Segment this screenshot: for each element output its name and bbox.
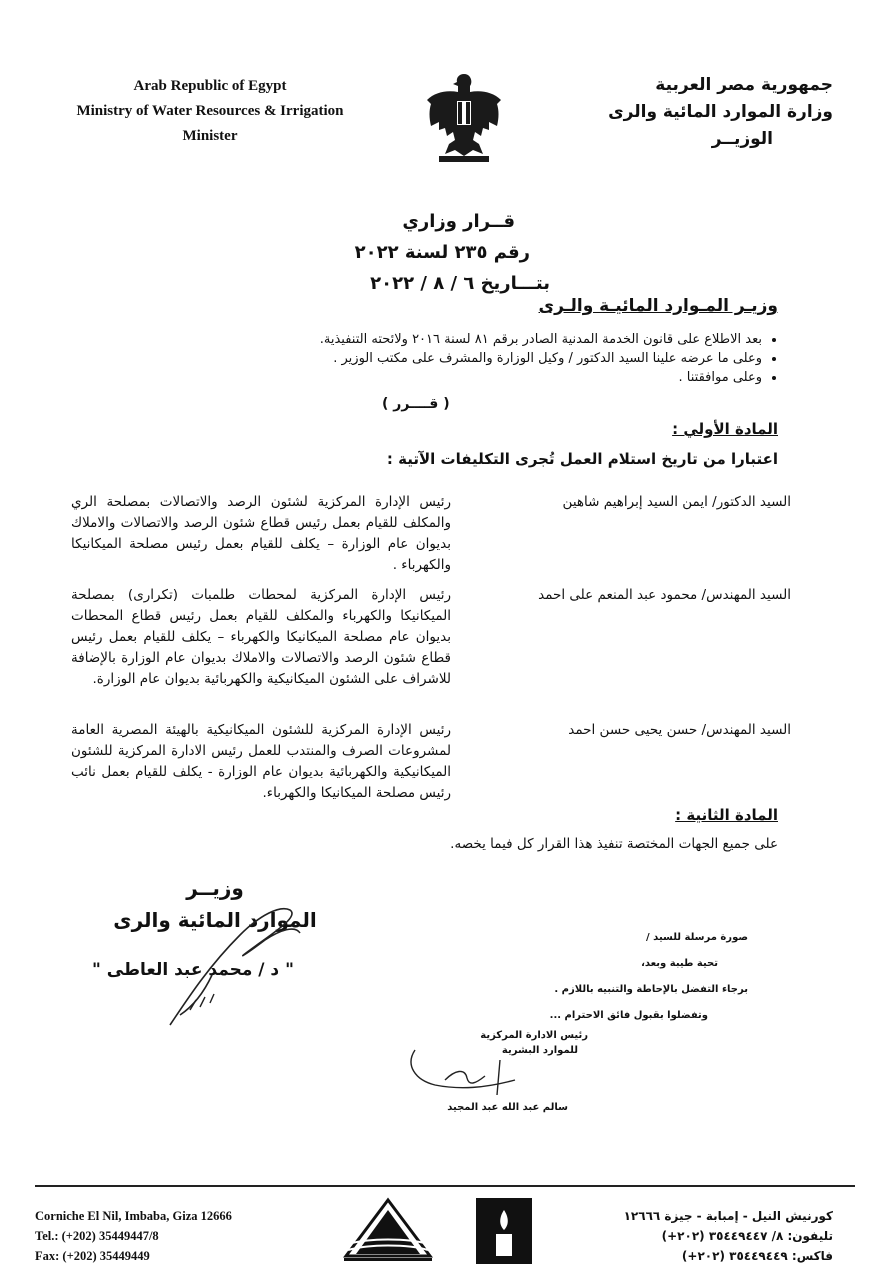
footer-address-en: Corniche El Nil, Imbaba, Giza 12666 (35, 1209, 232, 1223)
eagle-emblem-icon (425, 70, 503, 166)
ministry-name-ar: وزارة الموارد المائية والرى (608, 102, 833, 122)
assignee-name: السيد المهندس/ محمود عبد المنعم على احمد (538, 587, 791, 603)
assignment-desc: رئيس الإدارة المركزية لشئون الرصد والاتصالات بمصلحة الري والمكلف للقيام بعمل رئيس قطاع شئون الرصد والاتصالات والاملاك بديوان عام الوزارة – يكلف للقيام بعمل رئيس مصلحة الميكانيكا والكهرباء . (71, 494, 451, 573)
footer-fax-en: Fax: (+202) 35449449 (35, 1249, 150, 1263)
country-name-ar: جمهورية مصر العربية (655, 75, 833, 95)
hr-dept: للموارد البشرية (501, 1045, 578, 1056)
decree-title: قــرار وزاري (402, 211, 515, 232)
footer-divider (35, 1185, 855, 1187)
assignment-row (71, 492, 791, 582)
assignee-name: السيد المهندس/ حسن يحيى حسن احمد (568, 722, 791, 738)
header-arabic (533, 72, 833, 153)
hr-name: سالم عبد الله عبد المجيد (447, 1102, 568, 1113)
footer-fax-ar: فاكس: ٣٥٤٤٩٤٤٩ (٢٠٢+) (681, 1249, 833, 1263)
signature-title: وزيــر (186, 876, 244, 900)
country-name-en: Arab Republic of Egypt (133, 78, 287, 94)
decree-number: رقم ٢٣٥ لسنة ٢٠٢٢ (354, 242, 530, 263)
assignee-name: السيد الدكتور/ ايمن السيد إبراهيم شاهين (562, 494, 791, 510)
pyramid-logo-icon (338, 1196, 438, 1266)
article2-heading: المادة الثانية : (675, 806, 778, 824)
preamble-heading: وزيـر المـوارد المائيـة والـرى (538, 296, 778, 316)
preamble-list (220, 330, 780, 387)
copy-note-line: صورة مرسلة للسيد / (646, 932, 748, 943)
footer-tel-en: Tel.: (+202) 35449447/8 (35, 1229, 159, 1243)
footer-address-ar: كورنيش النيل - إمبابة - جيزة ١٢٦٦٦ (623, 1209, 833, 1223)
article2-body: على جميع الجهات المختصة تنفيذ هذا القرار كل فيما يخصه. (450, 836, 778, 852)
footer-english (35, 1206, 232, 1266)
copy-note-line: وتفضلوا بقبول فائق الاحترام ... (549, 1010, 708, 1021)
preamble-item: • وعلى موافقتنا . (220, 368, 762, 387)
signature-ministry: الموارد المائية والرى (113, 908, 317, 932)
assignment-row (71, 720, 791, 810)
footer-arabic (553, 1206, 833, 1266)
handwritten-signature-icon (150, 895, 320, 1030)
preamble-item: • وعلى ما عرضه علينا السيد الدكتور / وكيل الوزارة والمشرف على مكتب الوزير . (220, 349, 762, 368)
article1-heading: المادة الأولي : (672, 420, 778, 438)
assignment-row (71, 585, 791, 715)
minister-label-en: Minister (182, 128, 238, 144)
hr-handwritten-signature-icon (405, 1040, 535, 1100)
assignment-desc: رئيس الإدارة المركزية لمحطات طلمبات (تكرارى) بمصلحة الميكانيكا والكهرباء والمكلف للقيام بعمل رئيس قطاع المحطات بديوان عام مصلحة الميكانيكا والكهرباء – يكلف للقيام بعمل رئيس قطاع شئون الرصد والاتصالات والاملاك بديوان عام الوزارة بالإضافة للاشراف على الشئون الميكانيكية والكهربائية بديوان عام الوزارة. (71, 587, 451, 687)
decision-label: ( قــــرر ) (382, 396, 450, 412)
preamble-item: • بعد الاطلاع على قانون الخدمة المدنية الصادر برقم ٨١ لسنة ٢٠١٦ ولائحته التنفيذية. (220, 330, 762, 349)
header-english (30, 74, 390, 149)
hr-title: رئيس الادارة المركزية (480, 1030, 588, 1041)
copy-note-line: تحية طيبة وبعد، (641, 958, 718, 969)
footer-tel-ar: تليفون: ٨/ ٣٥٤٤٩٤٤٧ (٢٠٢+) (661, 1229, 833, 1243)
copy-note (488, 925, 748, 1029)
minister-name: " د / محمد عبد العاطى " (92, 960, 294, 980)
article1-subheading: اعتبارا من تاريخ استلام العمل تُجرى التكليفات الآتية : (386, 450, 778, 468)
minister-label-ar: الوزيــر (711, 129, 773, 149)
copy-note-line: برجاء التفضل بالإحاطة والتنبيه باللازم . (554, 984, 748, 995)
ministry-name-en: Ministry of Water Resources & Irrigation (76, 103, 344, 119)
assignment-desc: رئيس الإدارة المركزية للشئون الميكانيكية بالهيئة المصرية العامة لمشروعات الصرف والمنتدب للعمل رئيس الادارة المركزية للشئون الميكانيكية والكهربائية بديوان عام الوزارة - يكلف للقيام بعمل نائب رئيس مصلحة الميكانيكا والكهرباء. (71, 722, 451, 801)
decree-date: بتـــاريخ ٦ / ٨ / ٢٠٢٢ (370, 273, 550, 294)
decree-title-block (300, 206, 550, 299)
ministry-logo-icon (474, 1196, 534, 1266)
